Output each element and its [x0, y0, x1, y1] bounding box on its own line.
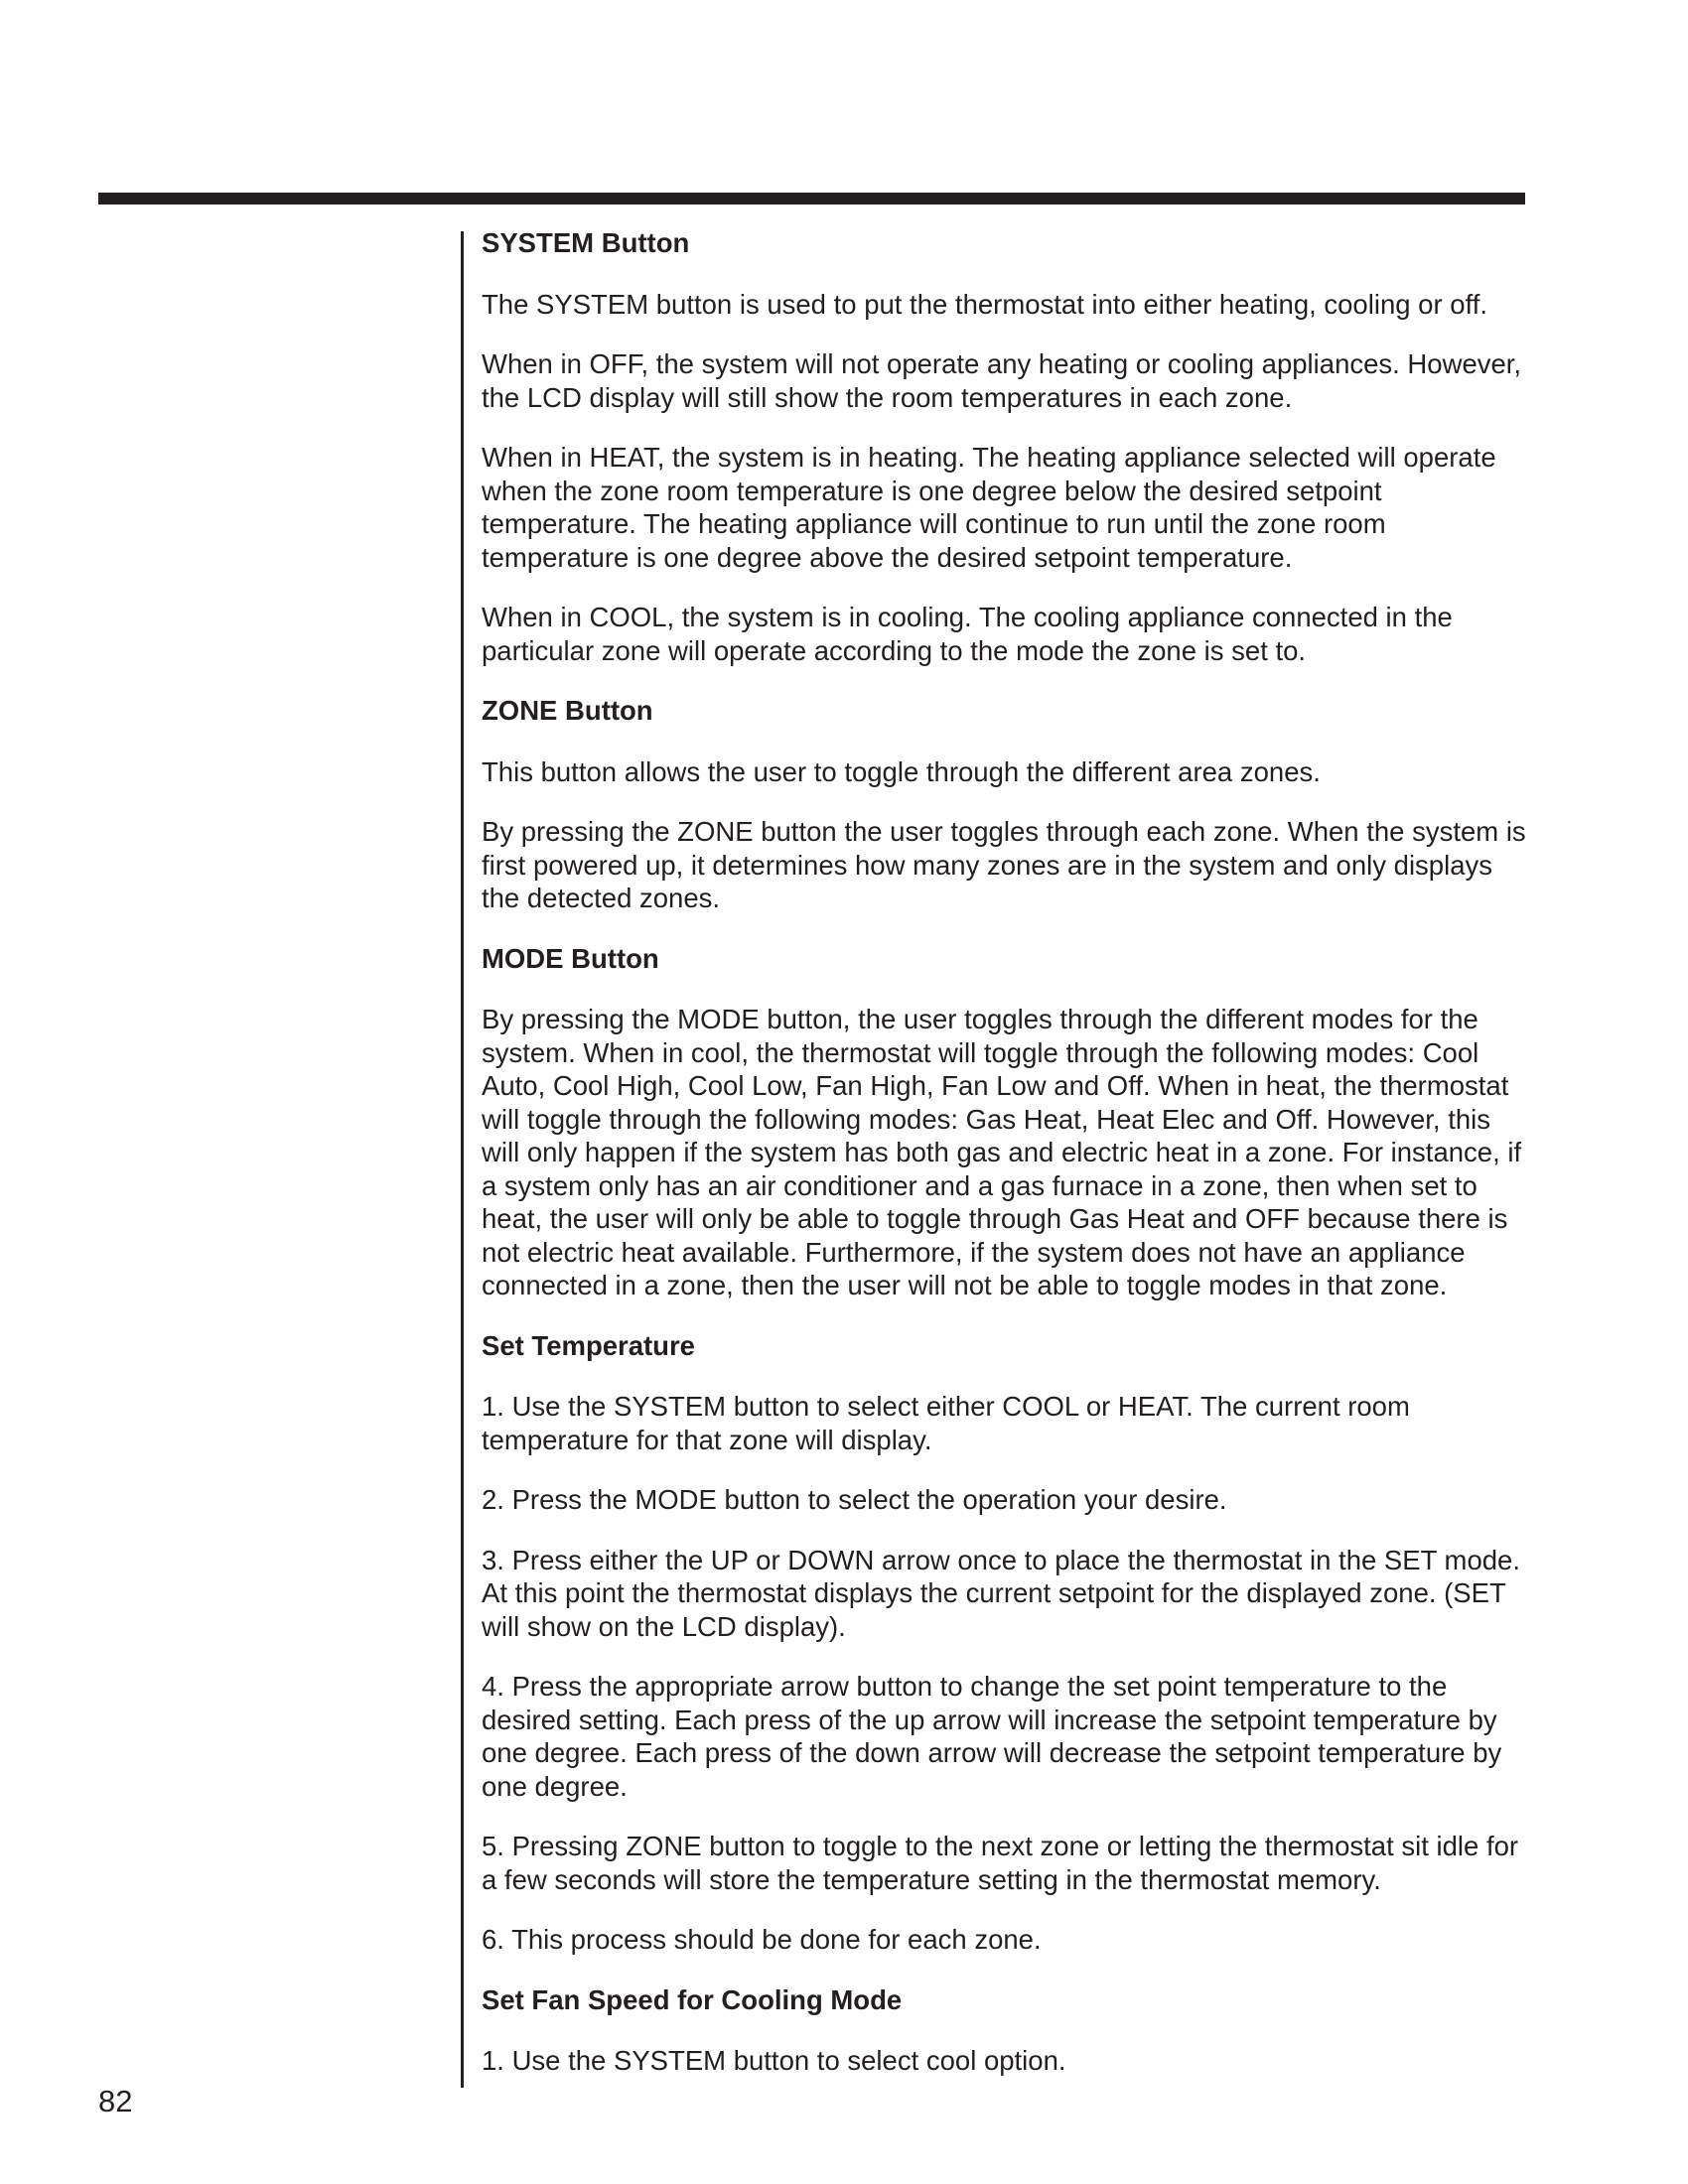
- side-rule: [461, 231, 464, 2088]
- paragraph: The SYSTEM button is used to put the thermostat into either heating, cooling or off.: [482, 288, 1487, 320]
- paragraph: When in OFF, the system will not operate any heating or cooling appliances. However, the LCD display will still show the room temperatures in each zone.: [482, 348, 1522, 413]
- step-paragraph: 1. Use the SYSTEM button to select either COOL or HEAT. The current room temperature for that zone will display.: [482, 1391, 1410, 1455]
- section-heading: Set Temperature: [482, 1329, 695, 1361]
- step-paragraph: 5. Pressing ZONE button to toggle to the next zone or letting the thermostat sit idle for a few seconds will store the temperature setting in the thermostat memory.: [482, 1831, 1519, 1895]
- paragraph: When in HEAT, the system is in heating. The heating appliance selected will operate when the zone room temperature is one degree below the desired setpoint temperature. The heating appliance will continue to run until the zone room temperature is one degree above the desired setpoint temperature.: [482, 442, 1496, 573]
- paragraph: This button allows the user to toggle through the different area zones.: [482, 755, 1321, 787]
- section-heading: Set Fan Speed for Cooling Mode: [482, 1983, 903, 2015]
- top-rule: [98, 193, 1525, 205]
- step-paragraph: 4. Press the appropriate arrow button to change the set point temperature to the desired setting. Each press of the up arrow will increase the setpoint temperature by one degree. Each press of the down arrow will decrease the setpoint temperature by one degree.: [482, 1671, 1502, 1802]
- step-paragraph: 3. Press either the UP or DOWN arrow once to place the thermostat in the SET mode. At this point the thermostat displays the current setpoint for the displayed zone. (SET will show on the LCD display).: [482, 1544, 1520, 1642]
- section-zone-button: [482, 694, 1534, 915]
- paragraph: By pressing the ZONE button the user toggles through each zone. When the system is first powered up, it determines how many zones are in the system and only displays the detected zones.: [482, 816, 1526, 913]
- paragraph: By pressing the MODE button, the user toggles through the different modes for the system. When in cool, the thermostat will toggle through the following modes: Cool Auto, Cool High, Cool Low, Fan High, Fan Low and Off. When in heat, the thermostat will toggle through the following modes: Gas Heat, Heat Elec and Off. However, this will only happen if the system has both gas and electric heat in a zone. For instance, if a system only has an air conditioner and a gas furnace in a zone, then when set to heat, the user will only be able to toggle through Gas Heat and OFF because there is not electric heat available. Furthermore, if the system does not have an appliance connected in a zone, then the user will not be able to toggle modes in that zone.: [482, 1004, 1522, 1300]
- section-heading: ZONE Button: [482, 695, 653, 726]
- section-set-temperature: [482, 1329, 1534, 1957]
- step-paragraph: 2. Press the MODE button to select the operation your desire.: [482, 1484, 1227, 1515]
- page-number: 82: [98, 2084, 133, 2118]
- section-set-fan-speed: [482, 1983, 1534, 2078]
- section-heading: SYSTEM Button: [482, 227, 690, 258]
- section-mode-button: [482, 942, 1534, 1302]
- section-heading: MODE Button: [482, 942, 659, 974]
- step-paragraph: 1. Use the SYSTEM button to select cool option.: [482, 2045, 1066, 2076]
- section-system-button: [482, 226, 1534, 667]
- paragraph: When in COOL, the system is in cooling. The cooling appliance connected in the particular zone will operate according to the mode the zone is set to.: [482, 602, 1453, 666]
- manual-content: [482, 226, 1534, 2105]
- step-paragraph: 6. This process should be done for each zone.: [482, 1924, 1042, 1955]
